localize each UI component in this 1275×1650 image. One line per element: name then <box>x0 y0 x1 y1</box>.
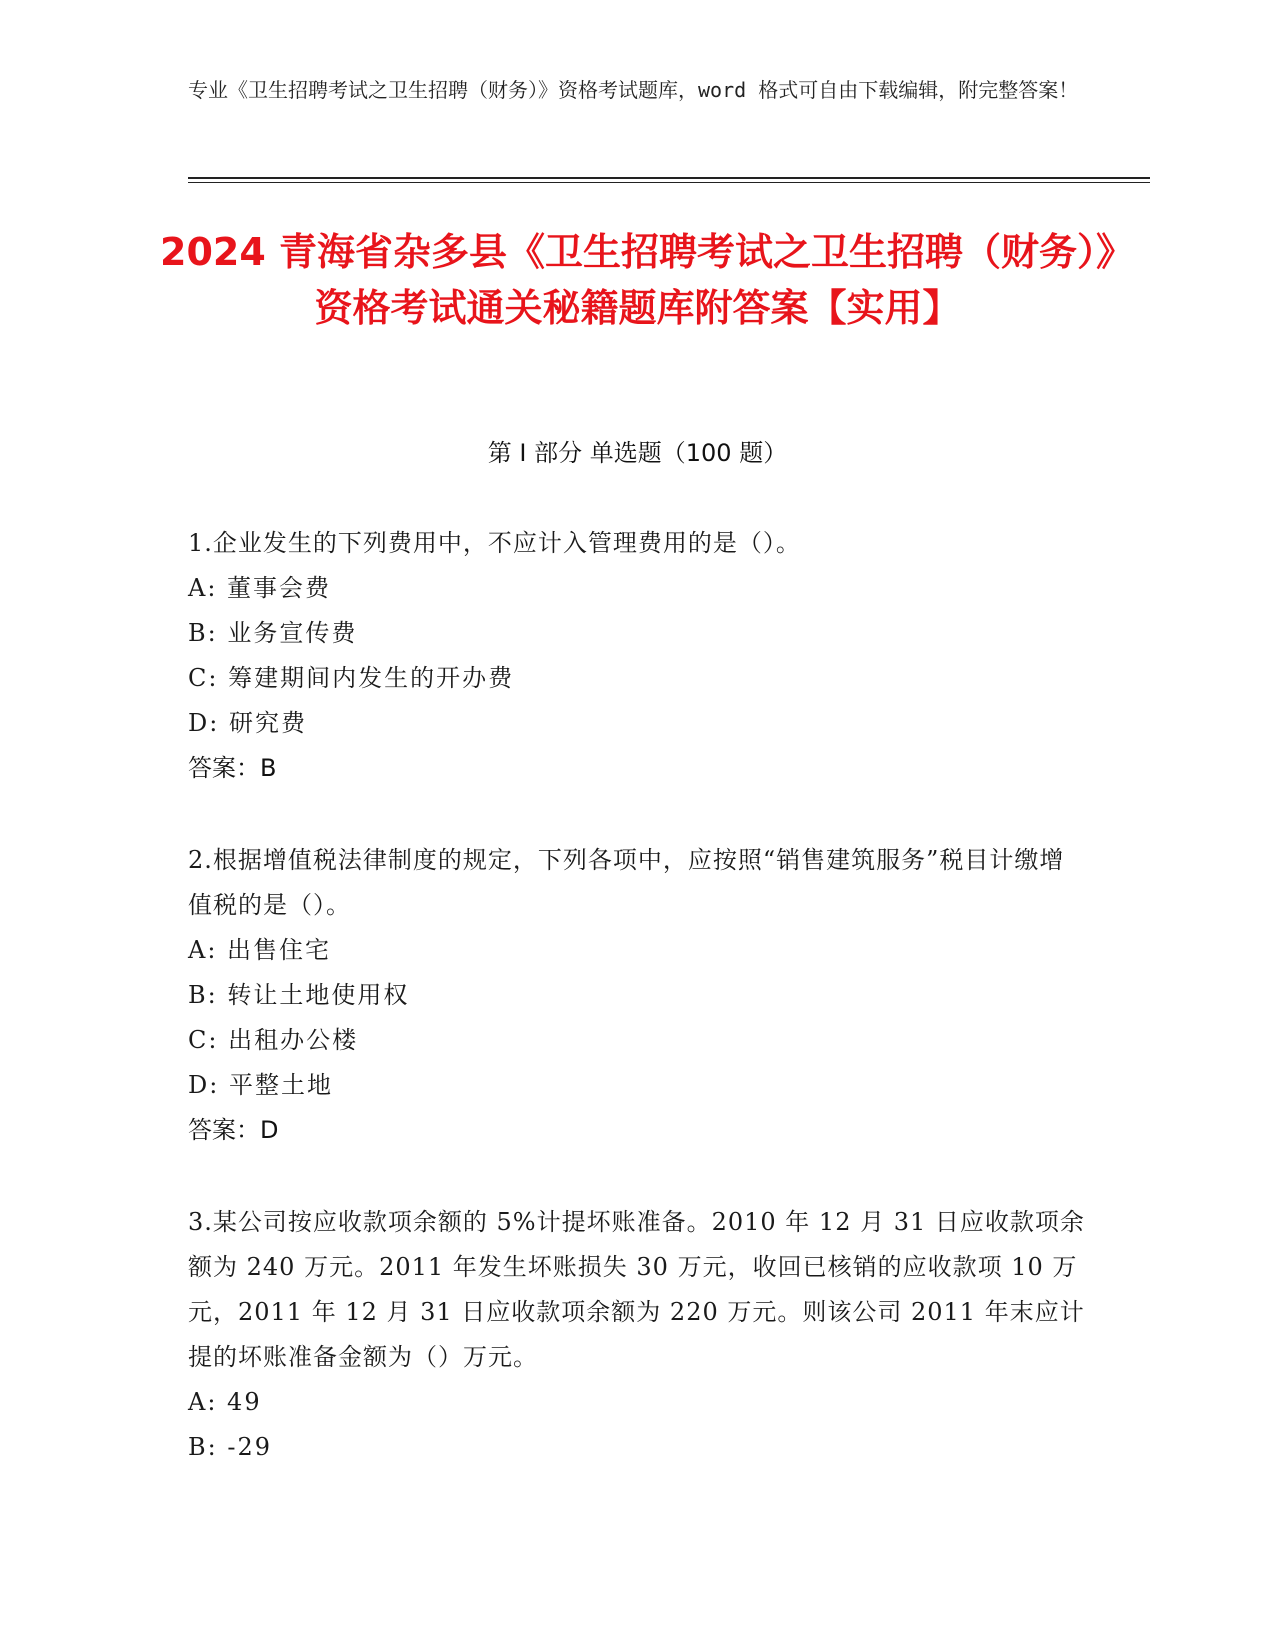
question-3 <box>188 1200 1088 1470</box>
header-note: 专业《卫生招聘考试之卫生招聘（财务）》资格考试题库，word 格式可自由下载编辑，附完整答案！ <box>188 78 1079 102</box>
section-title: 第 I 部分 单选题（100 题） <box>487 439 788 467</box>
question-stem: 2.根据增值税法律制度的规定，下列各项中，应按照“销售建筑服务”税目计缴增值税的是（）。 <box>188 846 1065 919</box>
document-title: 2024 青海省杂多县《卫生招聘考试之卫生招聘（财务）》资格考试通关秘籍题库附答案【实用】 <box>160 230 1115 330</box>
option-c: C: 出租办公楼 <box>188 1026 359 1054</box>
question-1 <box>188 521 1088 791</box>
option-c: C: 筹建期间内发生的开办费 <box>188 664 515 692</box>
answer: 答案：B <box>188 754 277 782</box>
answer: 答案：D <box>188 1116 279 1144</box>
header-divider-thick <box>188 177 1150 179</box>
option-b: B: 转让土地使用权 <box>188 981 410 1009</box>
option-b: B: -29 <box>188 1433 272 1461</box>
option-a: A: 出售住宅 <box>188 936 332 964</box>
header-divider-thin <box>188 182 1150 183</box>
option-a: A: 董事会费 <box>188 574 332 602</box>
option-b: B: 业务宣传费 <box>188 619 358 647</box>
question-stem: 1.企业发生的下列费用中，不应计入管理费用的是（）。 <box>188 529 801 557</box>
question-2 <box>188 838 1088 1153</box>
option-d: D: 研究费 <box>188 709 307 737</box>
option-a: A: 49 <box>188 1388 262 1416</box>
option-d: D: 平整土地 <box>188 1071 333 1099</box>
question-stem: 3.某公司按应收款项余额的 5%计提坏账准备。2010 年 12 月 31 日应收款项余额为 240 万元。2011 年发生坏账损失 30 万元，收回已核销的应收款项 10 万元，2011 年 12 月 31 日应收款项余额为 220 万元。则该公司 2011 年末应计提的坏账准备金额为（）万元。 <box>188 1208 1085 1371</box>
